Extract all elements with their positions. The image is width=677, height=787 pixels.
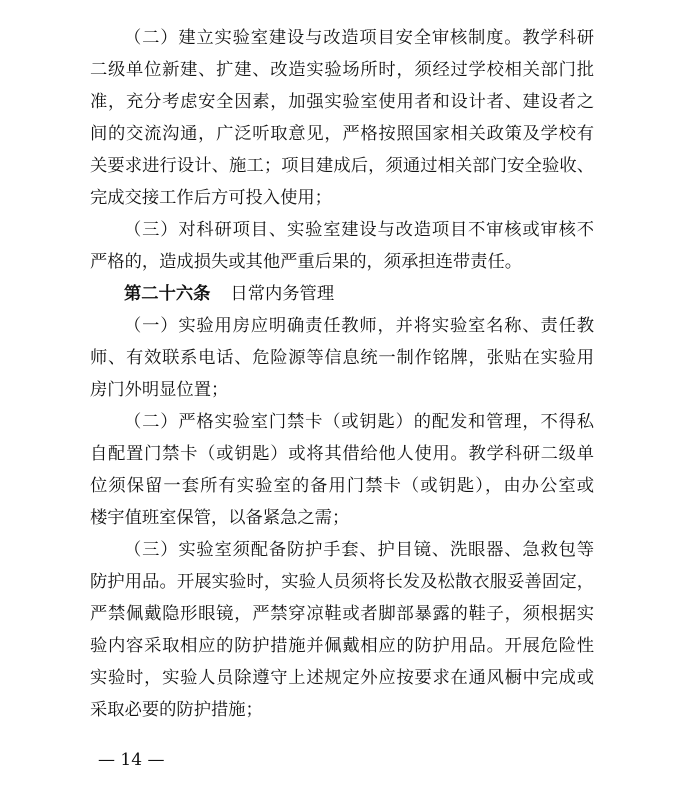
- item-line: （三）实验室须配备防护手套、护目镜、洗眼器、急救包等: [124, 540, 594, 560]
- paragraph-line: 严格的，造成损失或其他严重后果的，须承担连带责任。: [90, 252, 523, 272]
- paragraph-line: 关要求进行设计、施工；项目建成后，须通过相关部门安全验收、: [90, 156, 594, 176]
- item-line: 严禁佩戴隐形眼镜，严禁穿凉鞋或者脚部暴露的鞋子，须根据实: [90, 604, 594, 624]
- item-line: 自配置门禁卡（或钥匙）或将其借给他人使用。教学科研二级单: [90, 444, 594, 464]
- paragraph-line: 准，充分考虑安全因素，加强实验室使用者和设计者、建设者之: [90, 92, 594, 112]
- item-line: 房门外明显位置；: [90, 380, 229, 400]
- page-number: — 14 —: [98, 750, 165, 770]
- item-line: 师、有效联系电话、危险源等信息统一制作铭牌，张贴在实验用: [90, 348, 594, 368]
- paragraph-line: （二）建立实验室建设与改造项目安全审核制度。教学科研: [124, 28, 594, 48]
- item-line: 楼宇值班室保管，以备紧急之需；: [90, 508, 350, 528]
- item-line: 防护用品。开展实验时，实验人员须将长发及松散衣服妥善固定，: [90, 572, 594, 592]
- item-line: （一）实验用房应明确责任教师，并将实验室名称、责任教: [124, 316, 594, 336]
- article-heading: [124, 282, 594, 306]
- paragraph-line: 间的交流沟通，广泛听取意见，严格按照国家相关政策及学校有: [90, 124, 594, 144]
- item-line: 验内容采取相应的防护措施并佩戴相应的防护用品。开展危险性: [90, 636, 594, 656]
- paragraph-line: 二级单位新建、扩建、改造实验场所时，须经过学校相关部门批: [90, 60, 594, 80]
- paragraph-line: （三）对科研项目、实验室建设与改造项目不审核或审核不: [124, 220, 594, 240]
- article-label: 第二十六条: [124, 284, 211, 304]
- item-line: 位须保留一套所有实验室的备用门禁卡（或钥匙），由办公室或: [90, 476, 594, 496]
- item-line: 采取必要的防护措施；: [90, 700, 263, 720]
- paragraph-line: 完成交接工作后方可投入使用；: [90, 188, 332, 208]
- article-title: 日常内务管理: [230, 284, 335, 304]
- item-line: 实验时，实验人员除遵守上述规定外应按要求在通风橱中完成或: [90, 668, 594, 688]
- item-line: （二）严格实验室门禁卡（或钥匙）的配发和管理，不得私: [124, 412, 594, 432]
